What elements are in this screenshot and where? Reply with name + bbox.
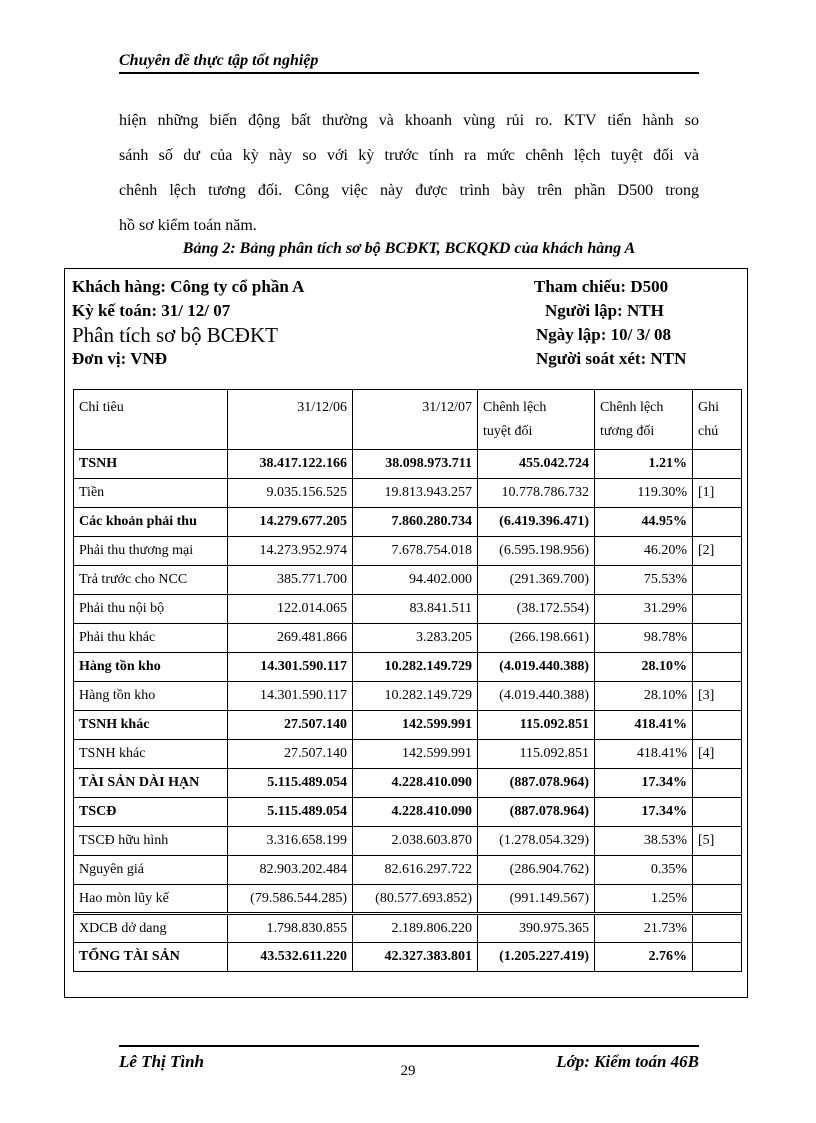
header-item: Chỉ tiêu: [74, 390, 228, 450]
cell-2007: 83.841.511: [353, 595, 478, 624]
cell-2006: 14.301.590.117: [228, 682, 353, 711]
table-row: [74, 914, 742, 943]
table-row: [74, 450, 742, 479]
table-row: [74, 566, 742, 595]
cell-2006: 5.115.489.054: [228, 798, 353, 827]
unit-label: Đơn vị: VNĐ: [72, 349, 168, 368]
header-absolute-line1: Chênh lệch: [483, 400, 547, 415]
header-2007: 31/12/07: [353, 390, 478, 450]
cell-relative: 98.78%: [595, 624, 693, 653]
cell-2007: 10.282.149.729: [353, 682, 478, 711]
cell-item: Phải thu thương mại: [74, 537, 228, 566]
footer-author: Lê Thị Tình: [119, 1052, 205, 1071]
table-row: [74, 798, 742, 827]
table-row: [74, 711, 742, 740]
table-row: [74, 769, 742, 798]
client-label: Khách hàng: Công ty cổ phần A: [72, 277, 305, 296]
cell-item: Phải thu nội bộ: [74, 595, 228, 624]
cell-2007: 94.402.000: [353, 566, 478, 595]
cell-2007: 10.282.149.729: [353, 653, 478, 682]
cell-2006: 5.115.489.054: [228, 769, 353, 798]
cell-absolute: 10.778.786.732: [478, 479, 595, 508]
cell-relative: 119.30%: [595, 479, 693, 508]
cell-relative: 1.21%: [595, 450, 693, 479]
cell-absolute: (291.369.700): [478, 566, 595, 595]
cell-absolute: (286.904.762): [478, 856, 595, 885]
cell-item: Hao mòn lũy kế: [74, 885, 228, 914]
table-row: [74, 624, 742, 653]
cell-2007: 7.860.280.734: [353, 508, 478, 537]
cell-absolute: (38.172.554): [478, 595, 595, 624]
cell-2007: 19.813.943.257: [353, 479, 478, 508]
cell-2006: 38.417.122.166: [228, 450, 353, 479]
header-note-line2: chú: [698, 424, 719, 439]
header-absolute: [478, 390, 595, 450]
cell-relative: 17.34%: [595, 769, 693, 798]
header-relative-line2: tương đối: [600, 424, 655, 439]
cell-relative: 2.76%: [595, 943, 693, 972]
cell-note: [4]: [693, 740, 742, 769]
cell-relative: 0.35%: [595, 856, 693, 885]
cell-2006: 14.301.590.117: [228, 653, 353, 682]
cell-2006: 43.532.611.220: [228, 943, 353, 972]
page-number: 29: [400, 1063, 416, 1079]
cell-note: [693, 653, 742, 682]
cell-absolute: (887.078.964): [478, 798, 595, 827]
cell-absolute: (1.278.054.329): [478, 827, 595, 856]
running-header: Chuyên đề thực tập tốt nghiệp: [119, 52, 699, 74]
cell-note: [693, 856, 742, 885]
table-header-row: [74, 390, 742, 450]
cell-2006: 122.014.065: [228, 595, 353, 624]
cell-2007: 4.228.410.090: [353, 769, 478, 798]
cell-note: [693, 711, 742, 740]
cell-note: [5]: [693, 827, 742, 856]
table-caption: Bảng 2: Bảng phân tích sơ bộ BCĐKT, BCKQKD của khách hàng A: [182, 240, 636, 257]
paragraph-line: hiện những biến động bất thường và khoanh vùng rủi ro. KTV tiến hành so: [119, 112, 699, 129]
reviewer-label: Người soát xét: NTN: [536, 349, 687, 368]
cell-relative: 46.20%: [595, 537, 693, 566]
date-label: Ngày lập: 10/ 3/ 08: [536, 325, 672, 344]
table-row: [74, 740, 742, 769]
cell-2006: 1.798.830.855: [228, 914, 353, 943]
cell-note: [693, 508, 742, 537]
cell-2007: 2.038.603.870: [353, 827, 478, 856]
cell-note: [2]: [693, 537, 742, 566]
cell-absolute: (991.149.567): [478, 885, 595, 914]
cell-2007: (80.577.693.852): [353, 885, 478, 914]
cell-note: [3]: [693, 682, 742, 711]
cell-note: [693, 624, 742, 653]
cell-relative: 44.95%: [595, 508, 693, 537]
cell-2007: 42.327.383.801: [353, 943, 478, 972]
table-row: [74, 682, 742, 711]
cell-2006: 14.279.677.205: [228, 508, 353, 537]
cell-absolute: 115.092.851: [478, 711, 595, 740]
table-row: [74, 827, 742, 856]
cell-relative: 75.53%: [595, 566, 693, 595]
cell-2007: 82.616.297.722: [353, 856, 478, 885]
cell-absolute: (4.019.440.388): [478, 653, 595, 682]
header-relative-line1: Chênh lệch: [600, 400, 664, 415]
cell-2006: 269.481.866: [228, 624, 353, 653]
table-row: [74, 508, 742, 537]
cell-note: [693, 885, 742, 914]
cell-2006: 3.316.658.199: [228, 827, 353, 856]
cell-2007: 3.283.205: [353, 624, 478, 653]
cell-absolute: 390.975.365: [478, 914, 595, 943]
cell-2007: 142.599.991: [353, 740, 478, 769]
cell-item: TÀI SẢN DÀI HẠN: [74, 769, 228, 798]
table-row: [74, 856, 742, 885]
cell-absolute: (266.198.661): [478, 624, 595, 653]
cell-item: TSCĐ hữu hình: [74, 827, 228, 856]
footer-rule: [119, 1045, 699, 1047]
cell-relative: 418.41%: [595, 711, 693, 740]
cell-item: Các khoản phải thu: [74, 508, 228, 537]
cell-item: Hàng tồn kho: [74, 682, 228, 711]
table-row: [74, 653, 742, 682]
cell-2007: 142.599.991: [353, 711, 478, 740]
cell-2007: 38.098.973.711: [353, 450, 478, 479]
balance-sheet-table: [73, 389, 742, 972]
table-row: [74, 537, 742, 566]
cell-item: TỔNG TÀI SẢN: [74, 943, 228, 972]
cell-2007: 4.228.410.090: [353, 798, 478, 827]
header-note: [693, 390, 742, 450]
table-row: [74, 885, 742, 914]
cell-note: [1]: [693, 479, 742, 508]
paragraph-line: sánh số dư của kỳ này so với kỳ trước tính ra mức chênh lệch tuyệt đối và: [119, 147, 699, 164]
header-note-line1: Ghi: [698, 400, 719, 415]
cell-absolute: (6.419.396.471): [478, 508, 595, 537]
cell-absolute: (6.595.198.956): [478, 537, 595, 566]
cell-2006: 27.507.140: [228, 740, 353, 769]
cell-2006: (79.586.544.285): [228, 885, 353, 914]
paragraph-line: hồ sơ kiểm toán năm.: [119, 217, 257, 234]
cell-2006: 82.903.202.484: [228, 856, 353, 885]
cell-relative: 28.10%: [595, 682, 693, 711]
worksheet-frame: [64, 268, 748, 998]
footer-class: Lớp: Kiểm toán 46B: [556, 1052, 699, 1071]
cell-relative: 38.53%: [595, 827, 693, 856]
cell-absolute: (887.078.964): [478, 769, 595, 798]
cell-item: Nguyên giá: [74, 856, 228, 885]
cell-2006: 27.507.140: [228, 711, 353, 740]
paragraph-line: chênh lệch tương đối. Công việc này được trình bày trên phần D500 trong: [119, 182, 699, 199]
cell-item: TSNH: [74, 450, 228, 479]
cell-item: TSNH khác: [74, 740, 228, 769]
body-paragraph: [119, 103, 699, 243]
preparer-label: Người lập: NTH: [545, 301, 664, 320]
period-label: Kỳ kế toán: 31/ 12/ 07: [72, 301, 231, 320]
cell-item: Tiền: [74, 479, 228, 508]
header-relative: [595, 390, 693, 450]
cell-item: Trả trước cho NCC: [74, 566, 228, 595]
cell-item: TSNH khác: [74, 711, 228, 740]
header-absolute-line2: tuyệt đối: [483, 424, 533, 439]
cell-2007: 2.189.806.220: [353, 914, 478, 943]
cell-2006: 9.035.156.525: [228, 479, 353, 508]
cell-relative: 17.34%: [595, 798, 693, 827]
cell-relative: 28.10%: [595, 653, 693, 682]
cell-relative: 418.41%: [595, 740, 693, 769]
header-2006: 31/12/06: [228, 390, 353, 450]
cell-item: Hàng tồn kho: [74, 653, 228, 682]
cell-relative: 1.25%: [595, 885, 693, 914]
cell-absolute: 455.042.724: [478, 450, 595, 479]
cell-note: [693, 914, 742, 943]
cell-note: [693, 595, 742, 624]
cell-note: [693, 450, 742, 479]
cell-note: [693, 566, 742, 595]
cell-note: [693, 798, 742, 827]
cell-2007: 7.678.754.018: [353, 537, 478, 566]
cell-relative: 21.73%: [595, 914, 693, 943]
cell-note: [693, 943, 742, 972]
cell-item: XDCB dở dang: [74, 914, 228, 943]
reference-label: Tham chiếu: D500: [534, 277, 669, 296]
table-row: [74, 479, 742, 508]
table-row: [74, 943, 742, 972]
analysis-title: Phân tích sơ bộ BCĐKT: [72, 323, 278, 347]
cell-note: [693, 769, 742, 798]
cell-relative: 31.29%: [595, 595, 693, 624]
cell-absolute: (1.205.227.419): [478, 943, 595, 972]
cell-item: TSCĐ: [74, 798, 228, 827]
table-row: [74, 595, 742, 624]
cell-2006: 385.771.700: [228, 566, 353, 595]
cell-item: Phải thu khác: [74, 624, 228, 653]
cell-2006: 14.273.952.974: [228, 537, 353, 566]
cell-absolute: (4.019.440.388): [478, 682, 595, 711]
cell-absolute: 115.092.851: [478, 740, 595, 769]
